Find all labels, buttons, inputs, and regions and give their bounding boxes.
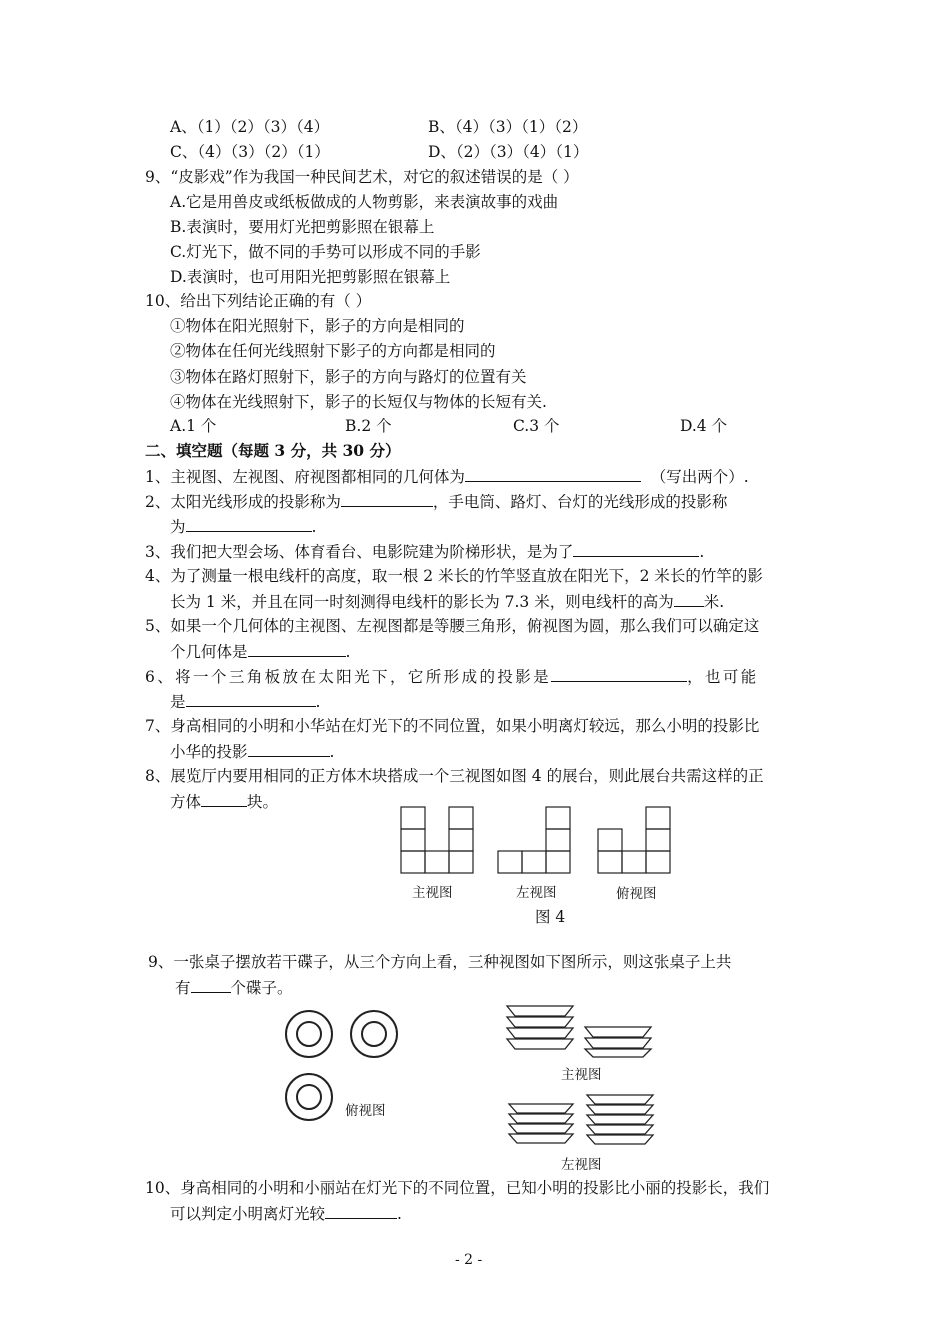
fill-q5: 5、如果一个几何体的主视图、左视图都是等腰三角形，俯视图为圆，那么我们可以确定这: [145, 617, 760, 635]
q10-option-a: A.1 个: [170, 417, 217, 435]
q10-statement-1: ①物体在阳光照射下，影子的方向是相同的: [170, 317, 465, 335]
q9-option-b: B.表演时，要用灯光把剪影照在银幕上: [170, 218, 435, 236]
figure4-left-label: 左视图: [516, 885, 557, 901]
fill-q8-line2: 方体 块。: [170, 793, 279, 811]
page-number: - 2 -: [455, 1252, 483, 1268]
plates-left-label: 左视图: [561, 1157, 602, 1173]
q9-stem: 9、“皮影戏”作为我国一种民间艺术，对它的叙述错误的是（ ）: [145, 168, 579, 186]
fill-q6: 6、将一个三角板放在太阳光下，它所形成的投影是 ，也可能: [145, 668, 759, 686]
plates-top-label: 俯视图: [345, 1103, 386, 1119]
plates-left-view: [505, 1093, 665, 1153]
answer-blank: [341, 491, 433, 507]
plates-top-view: [280, 1005, 420, 1155]
figure4-caption: 图 4: [535, 908, 566, 926]
answer-blank: [551, 666, 687, 682]
fill-q1: 1、主视图、左视图、府视图都相同的几何体为 （写出两个）.: [145, 468, 749, 486]
fill-q10: 10、身高相同的小明和小丽站在灯光下的不同位置，已知小明的投影比小丽的投影长，我们: [145, 1179, 770, 1197]
figure4-front-view: [400, 805, 480, 875]
answer-blank: [573, 541, 699, 557]
fill-q4-line2: 长为 1 米，并且在同一时刻测得电线杆的影长为 7.3 米，则电线杆的高为 米.: [170, 593, 725, 611]
figure4-top-label: 俯视图: [616, 886, 657, 902]
figure4-left-view: [497, 805, 577, 875]
section-heading: 二、填空题（每题 3 分，共 30 分）: [145, 441, 401, 460]
q8-option-a: A、（1）（2）（3）（4）: [170, 118, 330, 136]
answer-blank: [465, 466, 641, 482]
answer-blank: [186, 516, 312, 532]
fill-q7: 7、身高相同的小明和小华站在灯光下的不同位置，如果小明离灯较远，那么小明的投影比: [145, 717, 760, 735]
q8-option-b: B、（4）（3）（1）（2）: [428, 118, 588, 136]
plates-front-label: 主视图: [561, 1067, 602, 1083]
answer-blank: [186, 691, 316, 707]
fill-q3: 3、我们把大型会场、体育看台、电影院建为阶梯形状，是为了 .: [145, 543, 705, 561]
fill-q6-line2: 是 .: [170, 693, 321, 711]
answer-blank: [248, 741, 330, 757]
plates-front-view: [505, 1003, 665, 1063]
fill-q10-line2: 可以判定小明离灯光较 .: [170, 1205, 402, 1223]
q9-option-a: A.它是用兽皮或纸板做成的人物剪影，来表演故事的戏曲: [170, 193, 559, 211]
answer-blank: [248, 641, 346, 657]
fill-q8: 8、展览厅内要用相同的正方体木块搭成一个三视图如图 4 的展台，则此展台共需这样的正: [145, 767, 764, 785]
answer-blank: [325, 1203, 397, 1219]
fill-q9-line2: 有 个碟子。: [175, 979, 293, 997]
answer-blank: [201, 791, 247, 807]
fill-q4: 4、为了测量一根电线杆的高度，取一根 2 米长的竹竿竖直放在阳光下，2 米长的竹竿的影: [145, 567, 763, 585]
fill-q2-line2: 为 .: [170, 518, 317, 536]
q10-stem: 10、给出下列结论正确的有（ ）: [145, 292, 372, 310]
fill-q7-line2: 小华的投影 .: [170, 743, 335, 761]
q9-option-c: C.灯光下，做不同的手势可以形成不同的手影: [170, 243, 481, 261]
fill-q5-line2: 个几何体是 .: [170, 643, 351, 661]
fill-q2: 2、太阳光线形成的投影称为 ，手电筒、路灯、台灯的光线形成的投影称: [145, 493, 728, 511]
answer-blank: [674, 591, 704, 607]
q10-option-d: D.4 个: [680, 417, 728, 435]
q9-option-d: D.表演时，也可用阳光把剪影照在银幕上: [170, 268, 451, 286]
answer-blank: [191, 977, 231, 993]
figure4-top-view: [597, 805, 677, 875]
fill-q9: 9、一张桌子摆放若干碟子，从三个方向上看，三种视图如下图所示，则这张桌子上共: [148, 953, 732, 971]
figure4-front-label: 主视图: [412, 885, 453, 901]
q10-option-b: B.2 个: [345, 417, 392, 435]
q8-option-d: D、（2）（3）（4）（1）: [428, 143, 589, 161]
q10-statement-4: ④物体在光线照射下，影子的长短仅与物体的长短有关.: [170, 393, 547, 411]
q10-option-c: C.3 个: [513, 417, 560, 435]
q10-statement-3: ③物体在路灯照射下，影子的方向与路灯的位置有关: [170, 368, 527, 386]
q10-statement-2: ②物体在任何光线照射下影子的方向都是相同的: [170, 342, 496, 360]
q8-option-c: C、（4）（3）（2）（1）: [170, 143, 330, 161]
